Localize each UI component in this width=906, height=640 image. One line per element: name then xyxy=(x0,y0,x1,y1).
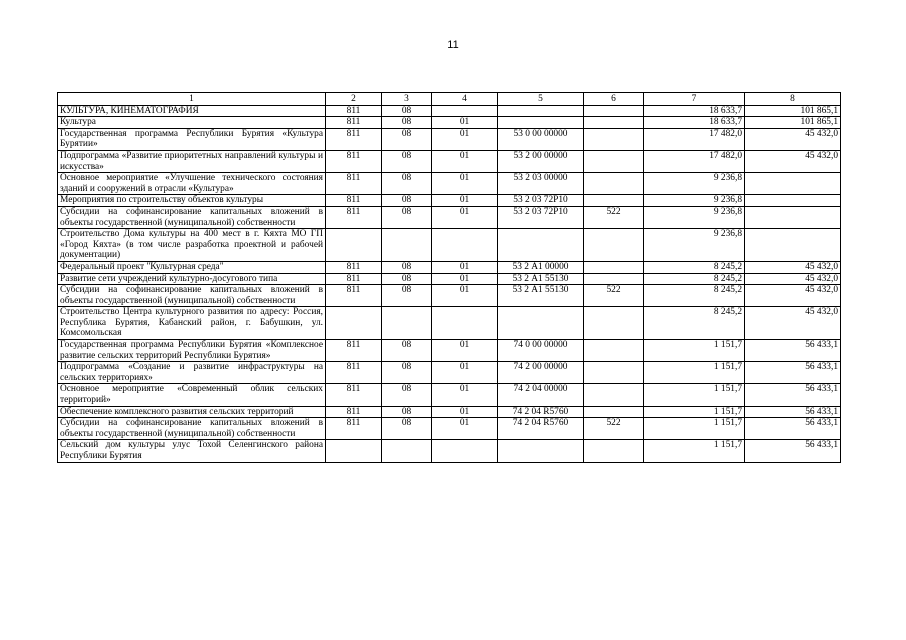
row-name-cell: Субсидии на софинансирование капитальных вложений в объекты государственной (муниципальной) собственности xyxy=(58,418,326,440)
expense-type-cell xyxy=(584,105,644,117)
admin-code-cell: 811 xyxy=(326,117,382,129)
subsection-cell: 01 xyxy=(432,261,498,273)
subsection-cell: 01 xyxy=(432,195,498,207)
header-cell: 3 xyxy=(382,93,432,106)
admin-code-cell: 811 xyxy=(326,340,382,362)
expense-type-cell xyxy=(584,362,644,384)
subsection-cell: 01 xyxy=(432,117,498,129)
header-cell: 6 xyxy=(584,93,644,106)
amount-year1-cell: 8 245,2 xyxy=(644,273,745,285)
admin-code-cell: 811 xyxy=(326,261,382,273)
table-row xyxy=(58,105,841,117)
row-name-cell: Мероприятия по строительству объектов культуры xyxy=(58,195,326,207)
target-article-cell: 53 2 А1 00000 xyxy=(498,261,584,273)
section-cell: 08 xyxy=(382,418,432,440)
target-article-cell: 53 2 00 00000 xyxy=(498,150,584,172)
section-cell: 08 xyxy=(382,128,432,150)
expense-type-cell xyxy=(584,440,644,462)
target-article-cell: 53 2 А1 55130 xyxy=(498,285,584,307)
row-name-cell: Развитие сети учреждений культурно-досугового типа xyxy=(58,273,326,285)
expense-type-cell: 522 xyxy=(584,418,644,440)
subsection-cell xyxy=(432,440,498,462)
subsection-cell: 01 xyxy=(432,285,498,307)
admin-code-cell: 811 xyxy=(326,105,382,117)
amount-year1-cell: 1 151,7 xyxy=(644,440,745,462)
subsection-cell: 01 xyxy=(432,362,498,384)
expense-type-cell xyxy=(584,150,644,172)
table-row xyxy=(58,418,841,440)
row-name-cell: Государственная программа Республики Бурятия «Культура Бурятии» xyxy=(58,128,326,150)
amount-year2-cell: 45 432,0 xyxy=(745,273,841,285)
subsection-cell xyxy=(432,229,498,262)
amount-year1-cell: 1 151,7 xyxy=(644,362,745,384)
header-cell: 8 xyxy=(745,93,841,106)
amount-year2-cell: 101 865,1 xyxy=(745,105,841,117)
header-cell: 5 xyxy=(498,93,584,106)
table-row xyxy=(58,195,841,207)
admin-code-cell: 811 xyxy=(326,362,382,384)
admin-code-cell: 811 xyxy=(326,406,382,418)
target-article-cell xyxy=(498,117,584,129)
section-cell: 08 xyxy=(382,261,432,273)
target-article-cell: 53 0 00 00000 xyxy=(498,128,584,150)
section-cell: 08 xyxy=(382,384,432,406)
subsection-cell: 01 xyxy=(432,273,498,285)
section-cell: 08 xyxy=(382,362,432,384)
amount-year2-cell: 45 432,0 xyxy=(745,261,841,273)
admin-code-cell: 811 xyxy=(326,150,382,172)
row-name-cell: Подпрограмма «Развитие приоритетных направлений культуры и искусства» xyxy=(58,150,326,172)
admin-code-cell: 811 xyxy=(326,128,382,150)
amount-year2-cell: 45 432,0 xyxy=(745,307,841,340)
table-row xyxy=(58,173,841,195)
row-name-cell: Федеральный проект "Культурная среда" xyxy=(58,261,326,273)
amount-year1-cell: 9 236,8 xyxy=(644,229,745,262)
target-article-cell: 74 2 04 00000 xyxy=(498,384,584,406)
target-article-cell: 53 2 03 72Р10 xyxy=(498,206,584,228)
admin-code-cell: 811 xyxy=(326,273,382,285)
table-row xyxy=(58,206,841,228)
subsection-cell: 01 xyxy=(432,128,498,150)
subsection-cell xyxy=(432,307,498,340)
header-cell: 4 xyxy=(432,93,498,106)
admin-code-cell xyxy=(326,307,382,340)
row-name-cell: Обеспечение комплексного развития сельских территорий xyxy=(58,406,326,418)
table-row xyxy=(58,285,841,307)
target-article-cell: 74 2 00 00000 xyxy=(498,362,584,384)
admin-code-cell: 811 xyxy=(326,173,382,195)
expense-type-cell xyxy=(584,307,644,340)
table-row xyxy=(58,440,841,462)
row-name-cell: Строительство Центра культурного развития по адресу: Россия, Республика Бурятия, Кабанский район, г. Бабушкин, ул. Комсомольская xyxy=(58,307,326,340)
expense-type-cell xyxy=(584,195,644,207)
target-article-cell: 74 2 04 R5760 xyxy=(498,406,584,418)
amount-year2-cell: 56 433,1 xyxy=(745,340,841,362)
table-row xyxy=(58,261,841,273)
expense-type-cell: 522 xyxy=(584,206,644,228)
section-cell xyxy=(382,229,432,262)
admin-code-cell: 811 xyxy=(326,285,382,307)
row-name-cell: Подпрограмма «Создание и развитие инфраструктуры на сельских территориях» xyxy=(58,362,326,384)
row-name-cell: Строительство Дома культуры на 400 мест в г. Кяхта МО ГП «Город Кяхта» (в том числе разработка проектной и рабочей документации) xyxy=(58,229,326,262)
amount-year1-cell: 9 236,8 xyxy=(644,195,745,207)
subsection-cell: 01 xyxy=(432,406,498,418)
row-name-cell: Государственная программа Республики Бурятия «Комплексное развитие сельских территорий Республики Бурятия» xyxy=(58,340,326,362)
amount-year1-cell: 17 482,0 xyxy=(644,128,745,150)
subsection-cell: 01 xyxy=(432,384,498,406)
amount-year1-cell: 8 245,2 xyxy=(644,307,745,340)
amount-year2-cell: 56 433,1 xyxy=(745,440,841,462)
table-row xyxy=(58,273,841,285)
expense-type-cell xyxy=(584,261,644,273)
section-cell: 08 xyxy=(382,285,432,307)
amount-year2-cell: 56 433,1 xyxy=(745,418,841,440)
expense-type-cell xyxy=(584,229,644,262)
amount-year1-cell: 8 245,2 xyxy=(644,285,745,307)
table-row xyxy=(58,128,841,150)
row-name-cell: КУЛЬТУРА, КИНЕМАТОГРАФИЯ xyxy=(58,105,326,117)
admin-code-cell: 811 xyxy=(326,195,382,207)
target-article-cell: 74 2 04 R5760 xyxy=(498,418,584,440)
table-row xyxy=(58,384,841,406)
target-article-cell xyxy=(498,105,584,117)
subsection-cell xyxy=(432,105,498,117)
table-row xyxy=(58,340,841,362)
target-article-cell: 53 2 03 00000 xyxy=(498,173,584,195)
amount-year2-cell: 101 865,1 xyxy=(745,117,841,129)
expense-type-cell: 522 xyxy=(584,285,644,307)
amount-year2-cell xyxy=(745,195,841,207)
admin-code-cell: 811 xyxy=(326,206,382,228)
subsection-cell: 01 xyxy=(432,173,498,195)
subsection-cell: 01 xyxy=(432,150,498,172)
header-cell: 1 xyxy=(58,93,326,106)
header-cell: 2 xyxy=(326,93,382,106)
amount-year1-cell: 1 151,7 xyxy=(644,406,745,418)
expense-type-cell xyxy=(584,173,644,195)
expense-type-cell xyxy=(584,384,644,406)
subsection-cell: 01 xyxy=(432,206,498,228)
amount-year2-cell: 56 433,1 xyxy=(745,384,841,406)
table-row xyxy=(58,150,841,172)
amount-year1-cell: 9 236,8 xyxy=(644,173,745,195)
row-name-cell: Культура xyxy=(58,117,326,129)
section-cell: 08 xyxy=(382,206,432,228)
target-article-cell xyxy=(498,440,584,462)
subsection-cell: 01 xyxy=(432,340,498,362)
section-cell xyxy=(382,307,432,340)
section-cell: 08 xyxy=(382,173,432,195)
row-name-cell: Основное мероприятие «Современный облик сельских территорий» xyxy=(58,384,326,406)
amount-year1-cell: 17 482,0 xyxy=(644,150,745,172)
amount-year1-cell: 18 633,7 xyxy=(644,117,745,129)
section-cell: 08 xyxy=(382,340,432,362)
target-article-cell: 74 0 00 00000 xyxy=(498,340,584,362)
expense-type-cell xyxy=(584,406,644,418)
amount-year1-cell: 18 633,7 xyxy=(644,105,745,117)
section-cell: 08 xyxy=(382,105,432,117)
amount-year2-cell: 56 433,1 xyxy=(745,362,841,384)
section-cell: 08 xyxy=(382,195,432,207)
amount-year2-cell: 45 432,0 xyxy=(745,150,841,172)
admin-code-cell: 811 xyxy=(326,384,382,406)
amount-year1-cell: 1 151,7 xyxy=(644,340,745,362)
header-cell: 7 xyxy=(644,93,745,106)
target-article-cell: 53 2 03 72Р10 xyxy=(498,195,584,207)
target-article-cell xyxy=(498,307,584,340)
section-cell: 08 xyxy=(382,150,432,172)
amount-year1-cell: 9 236,8 xyxy=(644,206,745,228)
amount-year1-cell: 8 245,2 xyxy=(644,261,745,273)
expense-type-cell xyxy=(584,128,644,150)
admin-code-cell xyxy=(326,440,382,462)
section-cell: 08 xyxy=(382,273,432,285)
subsection-cell: 01 xyxy=(432,418,498,440)
table-row xyxy=(58,362,841,384)
table-row xyxy=(58,229,841,262)
expense-type-cell xyxy=(584,273,644,285)
section-cell: 08 xyxy=(382,406,432,418)
target-article-cell: 53 2 А1 55130 xyxy=(498,273,584,285)
header-row xyxy=(58,93,841,106)
target-article-cell xyxy=(498,229,584,262)
row-name-cell: Основное мероприятие «Улучшение технического состояния зданий и сооружений в отрасли «Культура» xyxy=(58,173,326,195)
budget-table xyxy=(57,92,841,463)
amount-year2-cell: 45 432,0 xyxy=(745,285,841,307)
amount-year2-cell: 56 433,1 xyxy=(745,406,841,418)
amount-year2-cell xyxy=(745,229,841,262)
admin-code-cell xyxy=(326,229,382,262)
table-row xyxy=(58,406,841,418)
table-row xyxy=(58,117,841,129)
admin-code-cell: 811 xyxy=(326,418,382,440)
amount-year2-cell: 45 432,0 xyxy=(745,128,841,150)
amount-year1-cell: 1 151,7 xyxy=(644,418,745,440)
expense-type-cell xyxy=(584,117,644,129)
row-name-cell: Сельский дом культуры улус Тохой Селенгинского района Республики Бурятия xyxy=(58,440,326,462)
section-cell xyxy=(382,440,432,462)
expense-type-cell xyxy=(584,340,644,362)
section-cell: 08 xyxy=(382,117,432,129)
page-number: 11 xyxy=(447,39,459,51)
amount-year1-cell: 1 151,7 xyxy=(644,384,745,406)
amount-year2-cell xyxy=(745,173,841,195)
row-name-cell: Субсидии на софинансирование капитальных вложений в объекты государственной (муниципальной) собственности xyxy=(58,285,326,307)
table-row xyxy=(58,307,841,340)
row-name-cell: Субсидии на софинансирование капитальных вложений в объекты государственной (муниципальной) собственности xyxy=(58,206,326,228)
amount-year2-cell xyxy=(745,206,841,228)
